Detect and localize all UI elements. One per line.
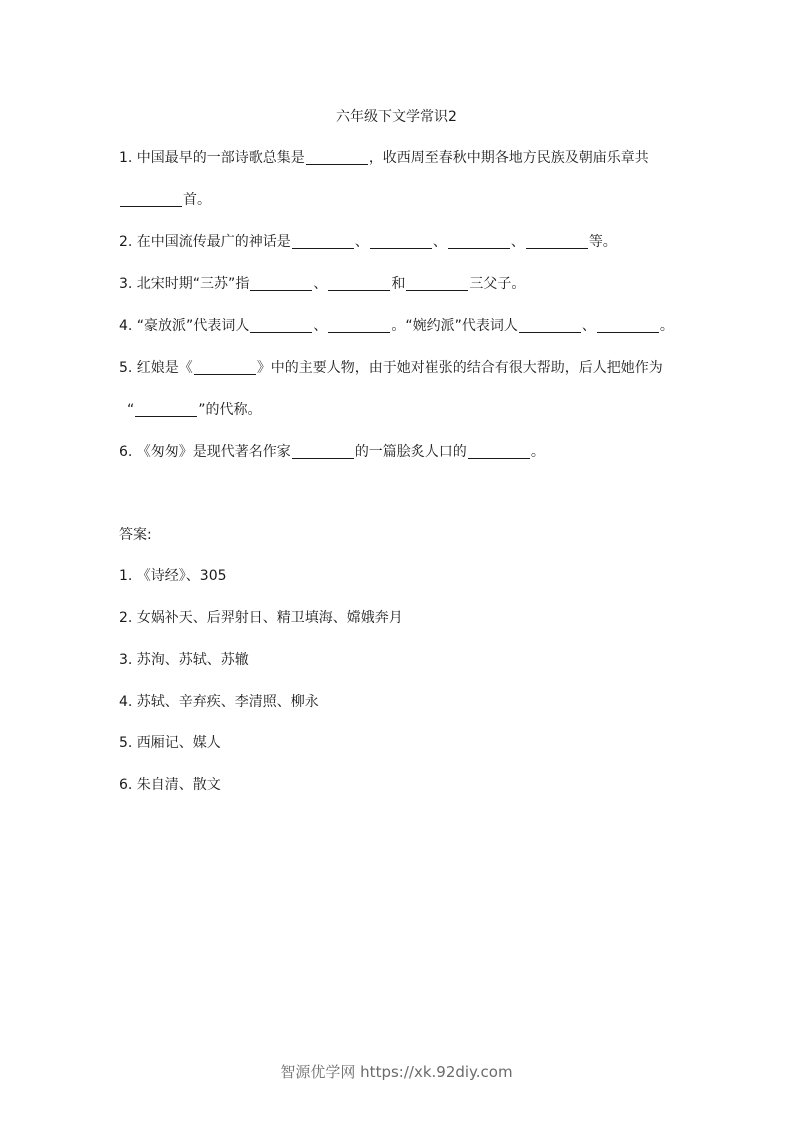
question-1-text-b: ，收西周至春秋中期各地方民族及朝庙乐章共 xyxy=(368,150,649,166)
answer-blank xyxy=(468,444,530,459)
answer-blank xyxy=(306,150,368,165)
answer-blank xyxy=(448,234,510,249)
answers-heading: 答案: xyxy=(119,527,152,543)
question-5-text-a: 5. 红娘是《 xyxy=(119,360,193,376)
separator: 、 xyxy=(432,234,447,250)
question-1-text-c: 首。 xyxy=(183,192,211,208)
question-5-text-c: “ xyxy=(127,402,135,418)
separator: 、 xyxy=(354,234,369,250)
question-4-end: 。 xyxy=(659,318,674,334)
answer-blank xyxy=(194,360,256,375)
page-title: 六年级下文学常识2 xyxy=(336,109,457,125)
question-3-end: 三父子。 xyxy=(469,276,526,292)
separator: 、 xyxy=(313,276,328,292)
question-5-line-2 xyxy=(127,400,262,420)
answer-blank xyxy=(597,318,659,333)
footer-watermark: 智源优学网 https://xk.92diy.com xyxy=(280,1063,513,1081)
question-3-and: 和 xyxy=(391,276,406,292)
question-1-line-1 xyxy=(119,148,649,168)
answer-blank xyxy=(135,402,197,417)
separator: 、 xyxy=(510,234,525,250)
question-5-text-b: 》中的主要人物，由于她对崔张的结合有很大帮助，后人把她作为 xyxy=(256,360,663,376)
separator: 、 xyxy=(581,318,596,334)
question-2-text: 2. 在中国流传最广的神话是 xyxy=(119,234,291,250)
question-4-mid: 。“婉约派”代表词人 xyxy=(391,318,518,334)
question-5-text-d: ”的代称。 xyxy=(198,402,262,418)
question-1-line-2 xyxy=(119,190,211,210)
question-6-text-a: 6. 《匆匆》是现代著名作家 xyxy=(119,444,291,460)
answer-blank xyxy=(519,318,581,333)
answer-blank xyxy=(250,276,312,291)
question-6-text-b: 的一篇脍炙人口的 xyxy=(354,444,467,460)
answer-item-2: 2. 女娲补天、后羿射日、精卫填海、嫦娥奔月 xyxy=(119,610,403,626)
answer-blank xyxy=(406,276,468,291)
answer-item-6: 6. 朱自清、散文 xyxy=(119,777,221,793)
question-3-text: 3. 北宋时期“三苏”指 xyxy=(119,276,250,292)
answer-item-5: 5. 西厢记、媒人 xyxy=(119,735,221,751)
question-2-end: 等。 xyxy=(588,234,617,250)
question-4-text: 4. “豪放派”代表词人 xyxy=(119,318,250,334)
answer-item-4: 4. 苏轼、辛弃疾、李清照、柳永 xyxy=(119,694,319,710)
answer-blank xyxy=(292,444,354,459)
question-6-line xyxy=(119,442,545,462)
separator: 、 xyxy=(313,318,328,334)
question-4-line xyxy=(119,316,674,336)
answer-blank xyxy=(120,192,182,207)
answer-blank xyxy=(526,234,588,249)
answer-blank xyxy=(292,234,354,249)
answer-item-3: 3. 苏洵、苏轼、苏辙 xyxy=(119,652,249,668)
question-1-text-a: 1. 中国最早的一部诗歌总集是 xyxy=(119,150,305,166)
question-6-end: 。 xyxy=(530,444,545,460)
answer-item-1: 1. 《诗经》、305 xyxy=(119,568,227,584)
question-5-line-1 xyxy=(119,358,663,378)
question-3-line xyxy=(119,274,525,294)
answer-blank xyxy=(328,318,390,333)
answer-blank xyxy=(328,276,390,291)
answer-blank xyxy=(250,318,312,333)
answer-blank xyxy=(370,234,432,249)
question-2-line xyxy=(119,232,617,252)
